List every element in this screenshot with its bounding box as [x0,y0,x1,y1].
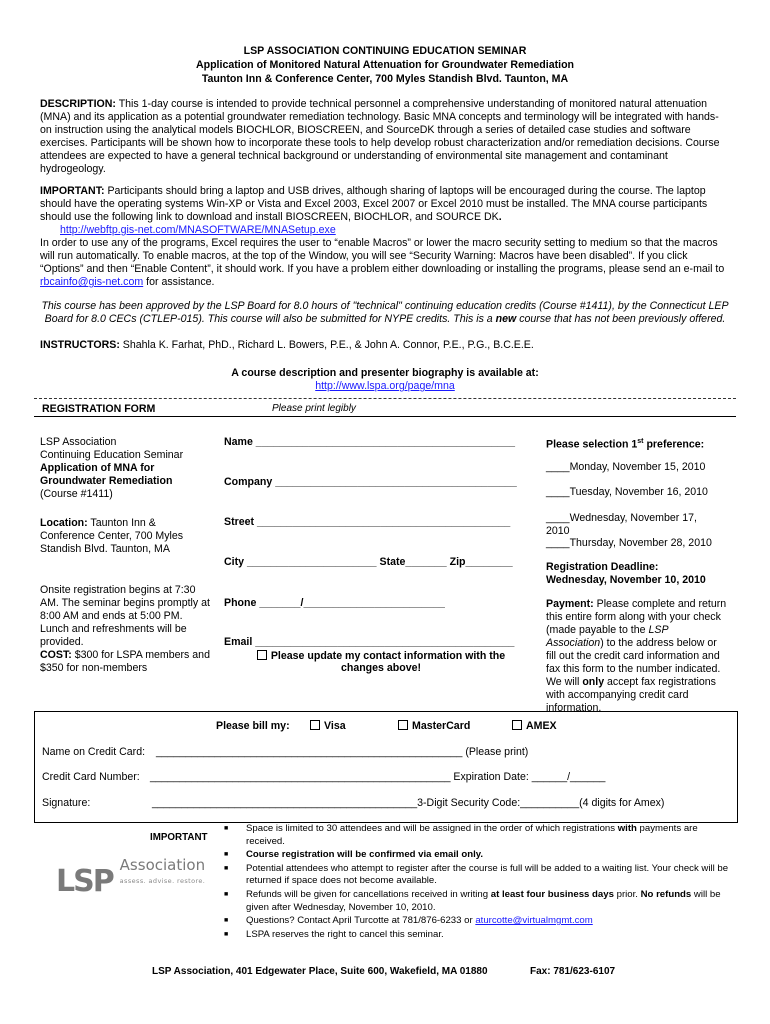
mastercard-option[interactable] [398,720,470,732]
important-text: Participants should bring a laptop and USB drives, although sharing of laptops will be encouraged during the course. The laptop should have the operating systems Win-XP or Vista and Excel 2003, Excel 2007 or Excel 2010 must be installed. The MNA course participants should use the following link to download and install BIOSCREEN, BIOCHLOR, and SOURCE DK [40,185,708,223]
phone-field[interactable]: Phone _______/________________________ [224,597,445,609]
payment-text-2: ) to the address below or fill out the credit card information and fax this form to the number indicated. We will [546,637,721,688]
list-item: ■ Potential attendees who attempt to register after the course is full will be added to a waiting list. Your check will be returned if space does not become available. [224,863,730,888]
header-course-title: Application of Monitored Natural Attenuation for Groundwater Remediation [195,59,575,71]
instructors-text: Shahla K. Farhat, PhD., Richard L. Bowers, P.E., & John A. Connor, P.E., P.G., B.C.E.E. [119,339,534,351]
list-item: ■ Questions? Contact April Turcotte at 781/876-6233 or aturcotte@virtualmgmt.com [224,915,730,928]
macros-text: In order to use any of the programs, Excel requires the user to “enable Macros” or lower the macro security setting to medium so that the macros will run automatically. To enable macros, at the top of the Window, you will see “Security Warning: Macros have been disabled”. If you click “Options” and then “Enable Content”, it should work. If you have a problem either downloading or installing the programs, please send an e-mail to [40,237,725,275]
important-notes-label: IMPORTANT [150,832,208,843]
mastercard-label: MasterCard [412,720,471,732]
description-paragraph [40,98,730,176]
card-number-label: Credit Card Number: [42,771,140,783]
software-download-link[interactable]: http://webftp.gis-net.com/MNASOFTWARE/MNASetup.exe [60,224,336,236]
checkbox-icon[interactable] [310,720,320,730]
visa-option[interactable] [310,720,346,732]
payment-label: Payment: [546,598,594,610]
footer-address: LSP Association, 401 Edgewater Place, Suite 600, Wakefield, MA 01880 [152,966,488,977]
course-description-note: A course description and presenter biography is available at: [231,367,539,379]
registration-form-title: REGISTRATION FORM [42,403,156,415]
preference-sup: st [637,438,644,445]
signature-field[interactable]: _____________________________________________3-Digit Security Code:__________(4 digits for Amex) [152,797,665,809]
list-item: ■ LSPA reserves the right to cancel this seminar. [224,929,730,942]
list-item: ■ Refunds will be given for cancellations received in writing at least four business days prior. No refunds will be given after Wednesday, November 10, 2010. [224,889,730,914]
checkbox-icon[interactable] [512,720,522,730]
location-label: Location: [40,517,88,529]
checkbox-icon[interactable] [257,650,267,660]
onsite-text: Onsite registration begins at 7:30 AM. The seminar begins promptly at 8:00 AM and ends at 5:00 PM. Lunch and refreshments will be provided. [40,584,210,648]
lspa-logo [56,856,205,899]
update-contact-label: Please update my contact information with the changes above! [270,650,506,674]
instructors-label: INSTRUCTORS: [40,339,120,351]
update-contact-checkbox[interactable] [236,650,526,674]
important-label: IMPORTANT: [40,185,105,197]
preference-heading [546,435,732,452]
payment-text-1: Please complete and return this entire form along with your check (made payable to the [546,598,727,636]
contact-email-link[interactable]: aturcotte@virtualmgmt.com [475,915,593,927]
description-label: DESCRIPTION: [40,98,116,110]
location-text: Taunton Inn & Conference Center, 700 Myles Standish Blvd. Taunton, MA [40,517,184,555]
list-item: ■ Space is limited to 30 attendees and will be assigned in the order of which registrations with payments are received. [224,823,730,848]
amex-option[interactable] [512,720,557,732]
course-number: (Course #1411) [40,488,113,500]
card-number-field[interactable]: ___________________________________________________ Expiration Date: ______/______ [150,771,606,783]
preference-label: Please selection 1 [546,438,638,451]
registration-deadline [546,561,732,587]
signature-label: Signature: [42,797,91,809]
print-legibly-note: Please print legibly [272,403,356,414]
divider [34,416,736,417]
course-info [40,436,212,501]
list-item: ■ Course registration will be confirmed via email only. [224,849,730,862]
logo-association-text: Association [119,856,206,874]
course-description-link[interactable]: http://www.lspa.org/page/mna [315,380,455,392]
org-name: LSP Association [40,436,117,448]
onsite-info [40,584,212,675]
location-info [40,517,212,556]
card-name-label: Name on Credit Card: [42,746,146,758]
visa-label: Visa [324,720,346,732]
approval-text-1: This course has been approved by the LSP Board for 8.0 hours of "technical" continuing education credits (Course #1411), by the Connecticut LEP Board for 8.0 CECs (CTLEP-015). This course will also be submitted for NYPE credits. This is a [41,300,729,325]
logo-lsp-text: LSP [56,864,113,899]
name-field[interactable]: Name ____________________________________________ [224,436,516,448]
date-option-thursday[interactable]: ____Thursday, November 28, 2010 [546,537,712,549]
preference-end: preference: [643,438,705,451]
bill-my-label: Please bill my: [216,720,290,732]
date-option-monday[interactable]: ____Monday, November 15, 2010 [546,461,706,473]
deadline-label: Registration Deadline: [546,561,659,573]
date-option-tuesday[interactable]: ____Tuesday, November 16, 2010 [546,486,708,498]
seminar-name: Continuing Education Seminar [40,449,184,461]
approval-text-2: course that has not been previously offered. [516,313,726,325]
approval-paragraph [40,300,730,326]
company-field[interactable]: Company _________________________________________ [224,476,517,488]
payment-text-3: accept fax registrations with accompanying credit card information. [546,676,716,714]
checkbox-icon[interactable] [398,720,408,730]
important-notes-list [224,823,730,942]
footer-fax: Fax: 781/623-6107 [530,966,616,977]
payment-payee: LSP Association [546,624,669,649]
amex-label: AMEX [526,720,557,732]
important-period: . [498,211,502,223]
cost-text: $300 for LSPA members and $350 for non-members [40,649,210,674]
header-title: LSP ASSOCIATION CONTINUING EDUCATION SEMINAR [243,45,527,57]
divider [34,398,736,399]
course-title: Application of MNA for Groundwater Remediation [40,462,173,487]
important-paragraph [40,185,730,289]
description-text: This 1-day course is intended to provide technical personnel a comprehensive understanding of monitored natural attenuation (MNA) and its application as a potential groundwater remediation technology. Basic MNA concepts and terminology will be integrated with hands-on instruction using the analytical models BIOCHLOR, BIOSCREEN, and SourceDK through a series of detailed case studies and software exercises. Participants will be shown how to incorporate these tools to help develop robust characterization and/or remediation decisions. Course attendees are expected to have a general technical background or understanding of environmental site management and contaminant hydrogeology. [40,98,720,175]
city-state-zip-field[interactable]: City ______________________ State_______ Zip________ [224,556,513,568]
instructors-line [40,339,730,352]
logo-tagline: assess. advise. restore. [119,877,206,885]
payment-info [546,598,728,715]
macros-after-email: for assistance. [143,276,215,288]
street-field[interactable]: Street ___________________________________________ [224,516,511,528]
card-name-field[interactable]: ____________________________________________________ (Please print) [156,746,529,758]
email-field[interactable]: Email ____________________________________________ [224,636,515,648]
support-email-link[interactable]: rbcainfo@gis-net.com [40,276,144,288]
payment-only: only [582,676,605,688]
approval-new: new [495,313,517,325]
header-location: Taunton Inn & Conference Center, 700 Myles Standish Blvd. Taunton, MA [201,73,569,85]
date-option-wednesday[interactable]: ____Wednesday, November 17, 2010 [546,512,697,537]
deadline-date: Wednesday, November 10, 2010 [546,574,706,586]
cost-label: COST: [40,649,72,661]
